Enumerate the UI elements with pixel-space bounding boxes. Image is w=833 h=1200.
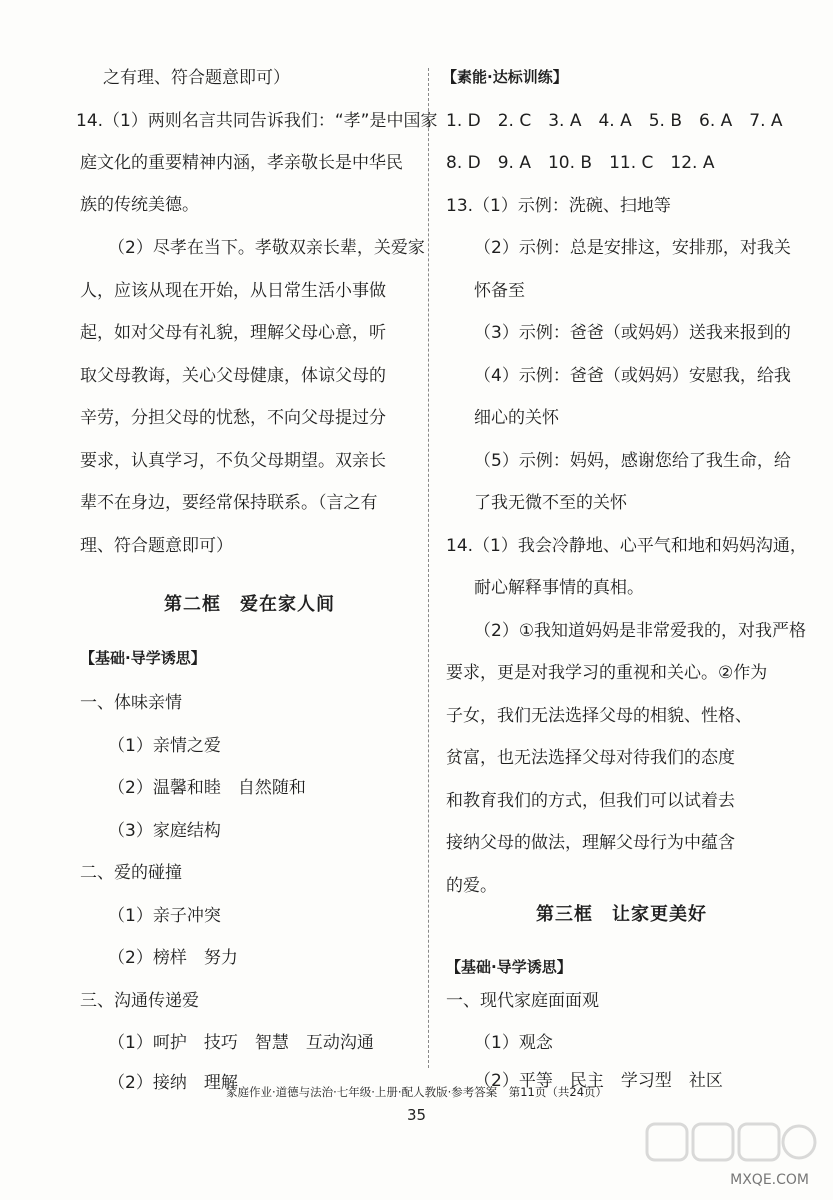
answer-line: 的爱。 — [446, 876, 497, 896]
list-item: 一、现代家庭面面观 — [446, 991, 599, 1011]
text-line: 辈不在身边，要经常保持联系。（言之有 — [80, 493, 378, 513]
section-tag: 【基础·导学诱思】 — [446, 958, 572, 976]
answer-line: （4）示例：爸爸（或妈妈）安慰我，给我 — [474, 366, 791, 386]
list-item: （3）家庭结构 — [108, 821, 221, 841]
text-line: 14.（1）两则名言共同告诉我们：“孝”是中国家 — [76, 111, 438, 131]
answer-line: 细心的关怀 — [474, 408, 559, 428]
answer-line: 要求，更是对我学习的重视和关心。②作为 — [446, 663, 768, 683]
text-line: 辛劳，分担父母的忧愁，不向父母提过分 — [80, 408, 386, 428]
answer-line: 子女，我们无法选择父母的相貌、性格、 — [446, 706, 752, 726]
answer-line: 14.（1）我会冷静地、心平气和地和妈妈沟通， — [446, 536, 807, 556]
text-line: 之有理、符合题意即可） — [103, 68, 290, 88]
answer-line: 了我无微不至的关怀 — [474, 493, 627, 513]
section-tag: 【基础·导学诱思】 — [80, 649, 206, 667]
column-divider — [428, 68, 429, 1068]
answer-line: 耐心解释事情的真相。 — [474, 578, 644, 598]
section-title: 第三框 让家更美好 — [536, 904, 707, 925]
answer-line: （2）①我知道妈妈是非常爱我的，对我严格 — [474, 621, 807, 641]
text-line: 要求，认真学习，不负父母期望。双亲长 — [80, 451, 386, 471]
section-tag: 【素能·达标训练】 — [442, 68, 568, 86]
text-line: 理、符合题意即可） — [80, 536, 233, 556]
answer-line: 怀备至 — [474, 281, 525, 301]
text-line: （2）尽孝在当下。孝敬双亲长辈，关爱家 — [108, 238, 425, 258]
text-line: 取父母教诲，关心父母健康，体谅父母的 — [80, 366, 386, 386]
list-item: （1）呵护 技巧 智慧 互动沟通 — [108, 1033, 374, 1053]
answer-line: （2）示例：总是安排这，安排那，对我关 — [474, 238, 791, 258]
answer-line: 8. D 9. A 10. B 11. C 12. A — [446, 153, 715, 173]
text-line: 族的传统美德。 — [80, 195, 199, 215]
list-item: （2）榜样 努力 — [108, 948, 238, 968]
page-number: 35 — [406, 1106, 427, 1124]
text-line: 人，应该从现在开始，从日常生活小事做 — [80, 281, 386, 301]
list-item: 三、沟通传递爱 — [80, 991, 199, 1011]
list-item: （2）接纳 理解 — [108, 1073, 238, 1093]
answer-line: 13.（1）示例：洗碗、扫地等 — [446, 196, 671, 216]
list-item: 二、爱的碰撞 — [80, 863, 182, 883]
page-footer: 家庭作业·道德与法治·七年级·上册·配人教版·参考答案 第11页（共24页） — [225, 1085, 608, 1099]
text-line: 起，如对父母有礼貌，理解父母心意，听 — [80, 323, 386, 343]
text-line: 庭文化的重要精神内涵，孝亲敬长是中华民 — [80, 153, 403, 173]
answer-line: （5）示例：妈妈，感谢您给了我生命，给 — [474, 451, 791, 471]
answer-line: 贫富，也无法选择父母对待我们的态度 — [446, 748, 735, 768]
list-item: （1）亲子冲突 — [108, 906, 221, 926]
list-item: （1）亲情之爱 — [108, 736, 221, 756]
watermark-text: MXQE.COM — [730, 1172, 809, 1188]
section-title: 第二框 爱在家人间 — [164, 594, 335, 615]
list-item: （1）观念 — [474, 1033, 553, 1053]
answer-line: （3）示例：爸爸（或妈妈）送我来报到的 — [474, 323, 791, 343]
answer-line: 1. D 2. C 3. A 4. A 5. B 6. A 7. A — [446, 111, 783, 131]
answer-line: 和教育我们的方式，但我们可以试着去 — [446, 791, 735, 811]
list-item: 一、体味亲情 — [80, 693, 182, 713]
list-item: （2）平等 民主 学习型 社区 — [474, 1071, 723, 1091]
answer-line: 接纳父母的做法，理解父母行为中蕴含 — [446, 833, 735, 853]
list-item: （2）温馨和睦 自然随和 — [108, 778, 306, 798]
